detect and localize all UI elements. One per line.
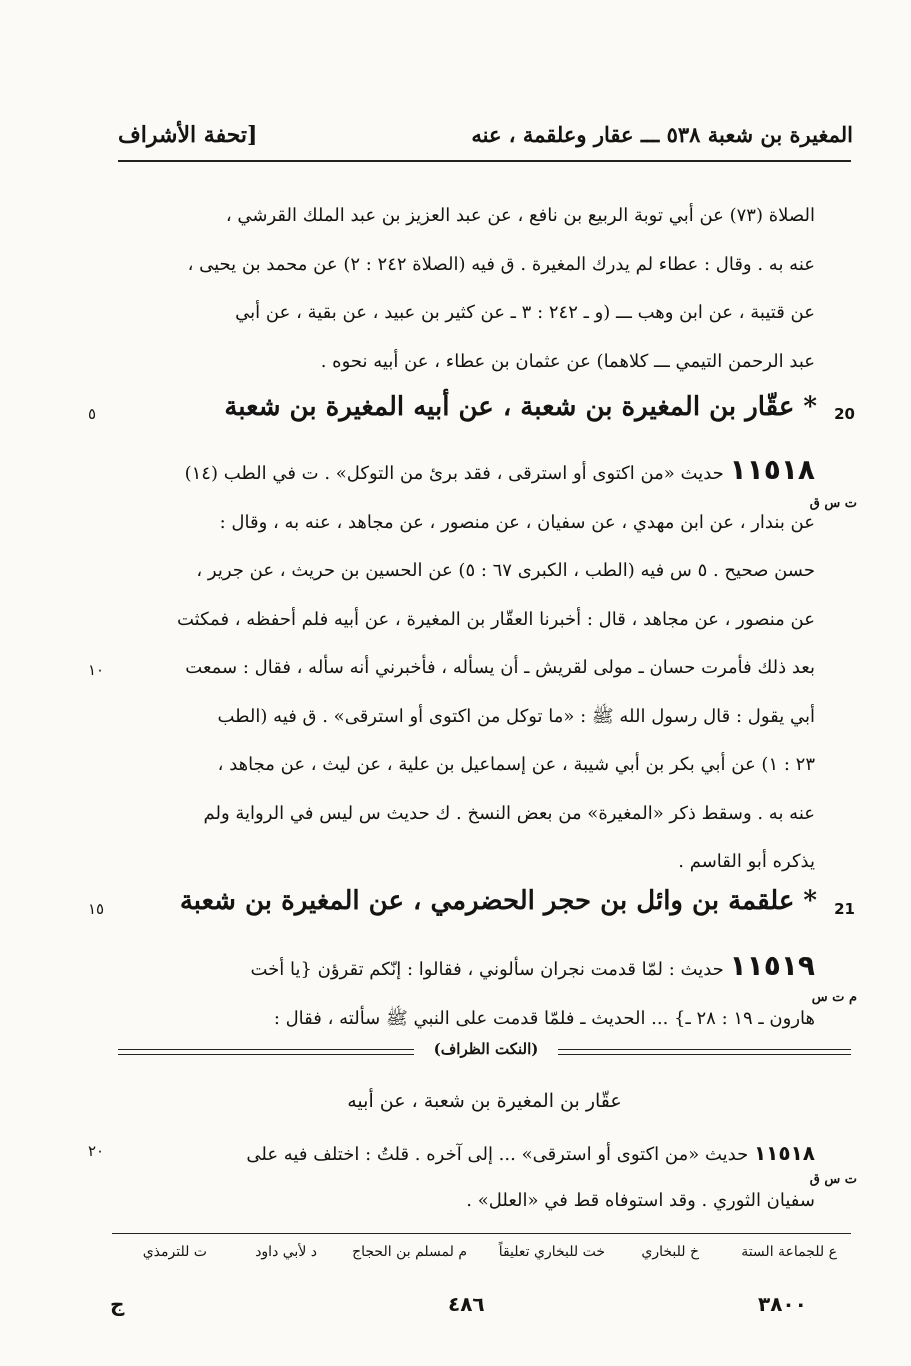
hadith-entry <box>115 446 815 887</box>
abbreviation-item: د لأبي داود <box>255 1244 317 1260</box>
hadith-entry <box>115 942 815 1043</box>
text-line: سفيان الثوري . وقد استوفاه قط في «العلل» . <box>466 1190 815 1211</box>
text-line: حسن صحيح . ٥ س فيه (الطب ، الكبرى ٦٧ : ٥) عن الحسين بن حريث ، عن جرير ، <box>196 560 815 581</box>
hadith-number: ١١٥١٩ <box>729 949 815 982</box>
text-line: عنه به . وقال : عطاء لم يدرك المغيرة . ق فيه (الصلاة ٢٤٢ : ٢) عن محمد بن يحيى ، <box>187 253 815 275</box>
text-line: أبي يقول : قال رسول الله ﷺ : «ما توكل من اكتوى أو استرقى» . ق فيه (الطب <box>217 705 815 727</box>
margin-line-number: ٢٠ <box>88 1142 105 1160</box>
text-line: الصلاة (٧٣) عن أبي توبة الربيع بن نافع ، عن عبد العزيز بن عبد الملك القرشي ، <box>225 205 815 226</box>
text-line: ٢٣ : ١) عن أبي بكر بن أبي شيبة ، عن إسماعيل بن علية ، عن ليث ، عن مجاهد ، <box>217 754 815 775</box>
abbreviation-key <box>112 1244 837 1274</box>
text-line: عن منصور ، عن مجاهد ، قال : أخبرنا العقّار بن المغيرة ، عن أبيه فلم أحفظه ، فمكثت <box>176 608 815 630</box>
source-sigla: ت س ق <box>809 1172 857 1187</box>
running-header <box>118 118 853 158</box>
abbreviation-item: م لمسلم بن الحجاج <box>352 1244 467 1260</box>
running-title: المغيرة بن شعبة ٥٣٨ ـــ عقار وعلقمة ، عنه <box>471 122 853 147</box>
section-heading: * عقّار بن المغيرة بن شعبة ، عن أبيه المغيرة بن شعبة <box>224 392 817 422</box>
footnote-rule <box>112 1233 851 1234</box>
divider-line <box>118 1049 414 1055</box>
abbreviation-item: خ للبخاري <box>641 1244 699 1260</box>
footer-count: ٣٨٠٠ <box>758 1292 807 1316</box>
nukat-text: حديث «من اكتوى أو استرقى» ... إلى آخره . قلتُ : اختلف فيه على <box>246 1144 749 1165</box>
abbreviation-item: خت للبخاري تعليقاً <box>498 1244 605 1260</box>
page-number: ٤٨٦ <box>448 1292 485 1316</box>
nukat-first-line <box>115 1130 815 1178</box>
section-heading: * علقمة بن وائل بن حجر الحضرمي ، عن المغيرة بن شعبة <box>179 886 817 916</box>
source-sigla: م ت س <box>811 990 857 1005</box>
nukat-subtitle: عقّار بن المغيرة بن شعبة ، عن أبيه <box>347 1090 622 1112</box>
hadith-first-line <box>115 942 815 995</box>
section-number: 20 <box>834 405 855 423</box>
text-line: بعد ذلك فأمرت حسان ـ مولى لقريش ـ أن يسأله ، فأخبرني أنه سأله ، فقال : سمعت <box>185 657 815 678</box>
text-line: يذكره أبو القاسم . <box>678 851 815 872</box>
header-rule <box>118 160 851 162</box>
hadith-number: ١١٥١٨ <box>729 453 815 486</box>
nukat-entry <box>115 1130 815 1224</box>
margin-line-number: ٥ <box>88 405 97 423</box>
book-title: [تحفة الأشراف <box>118 122 258 148</box>
section-number: 21 <box>834 900 855 918</box>
footer-volume-mark: ج <box>110 1292 125 1316</box>
hadith-number: ١١٥١٨ <box>753 1141 815 1165</box>
margin-line-number: ١٠ <box>88 661 105 679</box>
hadith-text: حديث : لمّا قدمت نجران سألوني ، فقالوا : إنّكم تقرؤن {يا أخت <box>250 959 724 980</box>
text-line: عن بندار ، عن ابن مهدي ، عن سفيان ، عن منصور ، عن مجاهد ، عنه به ، وقال : <box>219 511 815 533</box>
hadith-first-line <box>115 446 815 499</box>
ornamental-divider <box>118 1040 851 1066</box>
divider-title: (النكت الظراف) <box>433 1040 539 1058</box>
text-line: عنه به . وسقط ذكر «المغيرة» من بعض النسخ . ك حديث س ليس في الرواية ولم <box>203 802 815 824</box>
text-line: هارون ـ ١٩ : ٢٨ ـ} ... الحديث ـ فلمّا قدمت على النبي ﷺ سألته ، فقال : <box>273 1007 815 1029</box>
text-line: عن قتيبة ، عن ابن وهب ـــ (و ـ ٢٤٢ : ٣ ـ عن كثير بن عبيد ، عن بقية ، عن أبي <box>235 302 815 323</box>
divider-line <box>558 1049 851 1055</box>
continuation-paragraph <box>115 192 815 386</box>
abbreviation-item: ع للجماعة الستة <box>741 1244 837 1260</box>
text-line: عبد الرحمن التيمي ـــ كلاهما) عن عثمان بن عطاء ، عن أبيه نحوه . <box>320 350 815 372</box>
source-sigla: ت س ق <box>809 496 857 511</box>
margin-line-number: ١٥ <box>88 900 105 918</box>
hadith-text: حديث «من اكتوى أو استرقى ، فقد برئ من التوكل» . ت في الطب (١٤) <box>184 463 724 484</box>
abbreviation-item: ت للترمذي <box>142 1244 207 1260</box>
